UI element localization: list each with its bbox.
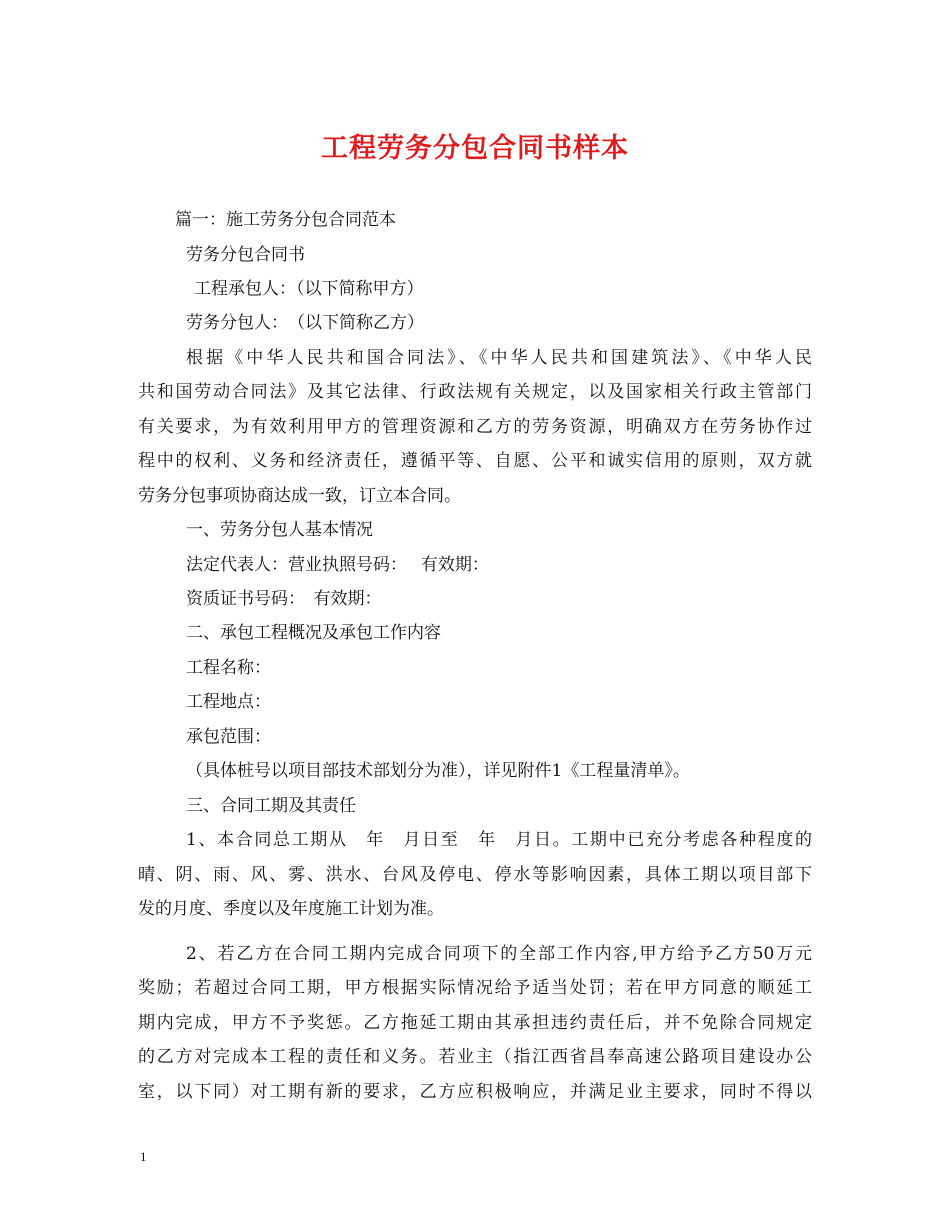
document-line: 承包范围： [186,727,271,747]
document-line: 期内完成，甲方不予奖惩。乙方拖延工期由其承担违约责任后，并不免除合同规定 [138,1013,812,1033]
document-line: 有关要求，为有效利用甲方的管理资源和乙方的劳务资源，明确双方在劳务协作过 [138,417,812,437]
document-line: 劳务分包事项协商达成一致，订立本合同。 [138,486,461,506]
document-line: 法定代表人：营业执照号码： 有效期： [186,555,489,575]
document-line: 室，以下同）对工期有新的要求，乙方应积极响应，并满足业主要求，同时不得以 [138,1082,812,1102]
document-line: 工程地点： [186,692,271,712]
document-title: 工程劳务分包合同书样本 [321,133,629,164]
document-line: 2、若乙方在合同工期内完成合同项下的全部工作内容,甲方给予乙方50万元 [186,944,812,964]
document-line: （具体桩号以项目部技术部划分为准），详见附件1《工程量清单》。 [186,761,690,781]
document-line: 资质证书号码： 有效期： [186,589,382,609]
document-line: 三、合同工期及其责任 [186,796,356,816]
document-line: 奖励；若超过合同工期，甲方根据实际情况给予适当处罚；若在甲方同意的顺延工 [138,978,812,998]
page-number: 1 [140,1149,147,1164]
document-line: 劳务分包人： （以下简称乙方） [186,313,424,333]
document-line: 一、劳务分包人基本情况 [186,520,373,540]
document-line: 发的月度、季度以及年度施工计划为准。 [138,899,444,919]
document-line: 篇一：施工劳务分包合同范本 [175,210,396,230]
document-line: 的乙方对完成本工程的责任和义务。若业主（指江西省昌奉高速公路项目建设办公 [138,1047,812,1067]
document-line: 二、承包工程概况及承包工作内容 [186,623,441,643]
document-line: 1、本合同总工期从 年 月日至 年 月日。工期中已充分考虑各种程度的 [186,830,812,850]
document-line: 工程承包人：（以下简称甲方） [194,279,424,299]
document-line: 共和国劳动合同法》及其它法律、行政法规有关规定，以及国家相关行政主管部门 [138,382,812,402]
document-line: 程中的权利、义务和经济责任，遵循平等、自愿、公平和诚实信用的原则，双方就 [138,451,812,471]
document-line: 劳务分包合同书 [186,245,305,265]
document-line: 晴、阴、雨、风、雾、洪水、台风及停电、停水等影响因素，具体工期以项目部下 [138,865,812,885]
document-line: 工程名称： [186,658,271,678]
document-line: 根据《中华人民共和国合同法》、《中华人民共和国建筑法》、《中华人民 [186,348,812,368]
